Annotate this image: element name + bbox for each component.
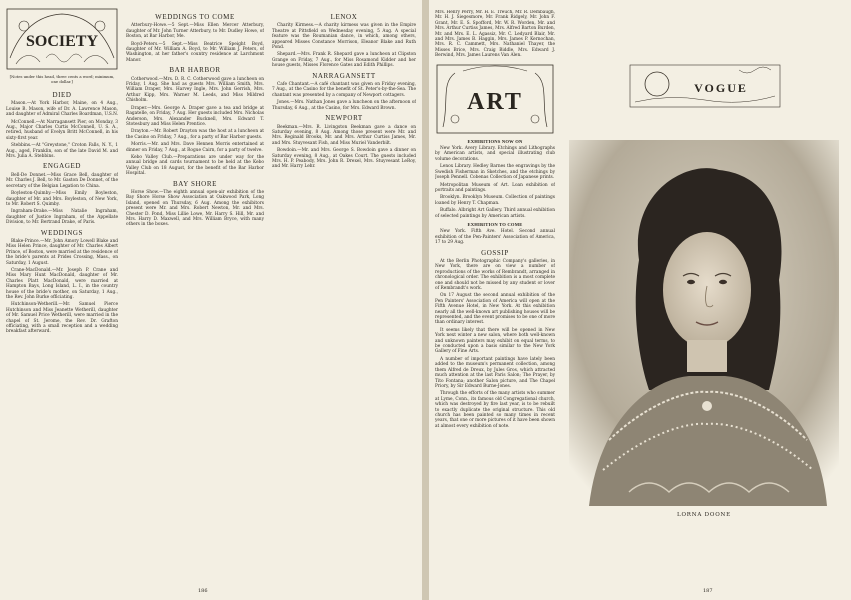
bay-shore-heading: BAY SHORE xyxy=(173,179,217,188)
spread-gutter xyxy=(422,0,429,600)
bar-harbor-entry: Cotherwood.—Mrs. D. R. C. Cotherwood gave a luncheon on Friday, 1 Aug. She had as guests Mrs. William Smith, Mrs. William Draper, Mrs. Harvey Ingle, Mrs. John Gerrish, Mrs. Arthur Kipp, Mrs. Warner M. Leeds, and Miss Mildred Chisholm. xyxy=(126,76,264,104)
weddings-heading: WEDDINGS xyxy=(40,228,84,237)
left-column-2 xyxy=(126,10,264,584)
left-page xyxy=(0,0,422,600)
bar-harbor-entry: Drayton.—Mr. Robert Drayton was the host at a luncheon at the Casino on Friday, 7 Aug., for a party of Bar Harbor guests. xyxy=(126,129,264,140)
exhibition-entry: Lenox Library. Hedley Barnes the engravings by the Swedish Fisherman in Sketches, and the etchings by Joseph Pennell. Cobenas Collection of Japanese prints. xyxy=(435,164,555,181)
exhibition-entry: New York. Avery Library. Etchings and Lithographs by American artists, and special illustrating club volume decorations. xyxy=(435,146,555,162)
art-lettering: ART xyxy=(467,88,523,115)
gossip-paragraph: Through the efforts of the many artists who summer at Lyme, Conn., its famous old Congregational church, which was destroyed by fire last year, is to be rebuilt to exactly duplicate the original structure. This old church has been painted so many times in recent years, that one or more pictures of it have been shown at almost every exhibition of note. xyxy=(435,391,555,429)
bay-shore-entry: Horse Show.—The eighth annual open-air exhibition of the Bay Shore Horse Show Association at Oakwood Park, Long Island, opened on Thursday, 6 Aug. Among the exhibitors present were Mr. and Mrs. Robert Newton, Mr. and Mrs. Chester D. Pond, Miss Lillie Lowe, Mr. Harry S. Hill, Mr. and Mrs. Harry D. Maxwell, and Mrs. William Bryce, with many others in the boxes. xyxy=(126,189,264,228)
engaged-entry: Boyleston-Quimby.—Miss Emily Boyleston, daughter of Mr. and Mrs. Boyleston, of New York, to Mr. Robert S. Quimby. xyxy=(6,191,118,207)
gossip-paragraph: A number of important paintings have lately been added to the museum's permanent collection, among them Alfred de Dreux, by Jules Gros, which attracted much attention at the last Paris Salon; The Prayer, by Tito Fontana; another Salon picture, and The Chapel Priory, by Sir Edward Burne-Jones. xyxy=(435,356,555,389)
gossip-paragraph: On 17 August the second annual exhibition of the Pen Painters' Association of America will open at the Fifth Avenue Hotel, in New York. At this exhibition nearly all the well-known art publishing houses will be represented, and the event promises to be one of more than ordinary interest. xyxy=(435,293,555,326)
bar-harbor-entry: Morris.—Mr. and Mrs. Dave Hennen Morris entertained at dinner on Friday, 7 Aug., at Rogue Cairn, for a party of twelve. xyxy=(126,142,264,153)
society-masthead xyxy=(6,8,118,86)
died-entry: Stebbins.—At "Greystone," Croton Falls, N. Y., 1 Aug., aged, Franklin, son of the late David M. and Mrs. Julia A. Stebbins. xyxy=(6,143,118,160)
newport-entry: Beekman.—Mrs. R. Livingston Beekman gave a dance on Saturday evening, 8 Aug. Among those present were Mr. and Mrs. Reginald Brooks, Mr. and Mrs. Arthur Curtiss James, Mr. and Mrs. Stuyvesant Fish, and Miss Muriel Vanderbilt. xyxy=(272,124,416,146)
art-masthead xyxy=(435,63,555,135)
lenox-entry: Charity Kirmess.—A charity kirmess was given in the Empire Theatre at Pittsfield on Wednesday evening, 5 Aug. A special feature was the Roumanian dance, in which, among others, appeared Misses Constance Morrison, Eleanor Blake and Ruth Pond. xyxy=(272,23,416,51)
lorna-doone-portrait xyxy=(569,140,839,506)
exhibition-entry: Metropolitan Museum of Art. Loan exhibition of portraits and paintings. xyxy=(435,182,555,193)
vogue-masthead xyxy=(629,64,781,108)
right-column-1 xyxy=(435,10,555,584)
bar-harbor-entry: Kebo Valley Club.—Preparations are under way for the annual bridge and cards tournament to be held at the Kebo Valley Club on 18 August, for the benefit of the Bar Harbor Hospital. xyxy=(126,154,264,177)
masthead-caption: [Notes under this head, three cents a word; minimum, one dollar.] xyxy=(9,74,115,84)
weddings-to-come-heading: WEDDINGS TO COME xyxy=(155,13,235,21)
exhibition-entry: Brooklyn. Brooklyn Museum. Collection of paintings loaned by Henry T. Chapman. xyxy=(435,195,555,206)
vogue-masthead-ornament xyxy=(629,64,781,108)
exhibitions-to-come-heading: EXHIBITION TO COME xyxy=(467,221,523,227)
gossip-paragraph: It seems likely that there will be opened in New York next winter a new salon, where both well-known and unknown painters may exhibit on equal terms, to be conducted upon a basis similar to the New York Gallery of Fine Arts. xyxy=(435,327,555,355)
right-page xyxy=(429,0,851,600)
left-column-1 xyxy=(6,88,118,584)
weddings-to-come-entry: Atterbury-Howe.—5 Sept.—Miss Ellen Mercer Atterbury, daughter of Mr. John Turner Atterbury, to Mr. Dudley Howe, of Boston, at Bar Harbor, Me. xyxy=(126,23,264,40)
weddings-to-come-entry: Boyd-Peters.—5 Sept.—Miss Beatrice Speight Boyd, daughter of Mr. William A. Boyd, to Mr. William J. Peters, of Washington, at her father's country residence at Larchmont Manor. xyxy=(126,41,264,63)
lenox-entry: Shepard.—Mrs. Frank R. Shepard gave a luncheon at Clipston Grange on Friday, 7 Aug., for Miss Rosamond Kidder and her house guests, Misses Florence Gates and Edith Phillips. xyxy=(272,52,416,69)
engaged-heading: ENGAGED xyxy=(42,162,82,171)
continued-entry: Mrs. Henry Perry, Mr. H. E. Treuch, Mr. R. Dembaugh, Mr. H. J. Siegesmore, Mr. Frank Ridgely, Mr. John F. Grant, Mr. E. S. Spofford, Mr. W. R. Worden, Mr. and Mrs. Arthur Curtiss James, Mrs. Alfred Barton Burden, Mr. and Mrs. E. L. Agassiz, Mr. C. Ledyard Blair, Mr. and Mrs. James B. Haggin, Mrs. James P. Kernochan, Mrs. R. C. Cammett, Mrs. Nathaniel Thayer, the Misses Brice, Mrs. Craig Biddle, Mrs. Edward J. Berwind, Mrs. James Laurens Van Alen. xyxy=(435,10,555,59)
vogue-lettering: VOGUE xyxy=(694,81,748,95)
newport-heading: NEWPORT xyxy=(325,114,363,123)
exhibition-entry: New York. Fifth Ave. Hotel. Second annual exhibition of the Pen-Painters' Association of America, 17 to 29 Aug. xyxy=(435,229,555,246)
gossip-paragraph: At the Berlin Photographic Company's galleries, in New York, there are on view a number of reproductions of the works of Rembrandt, arranged in chronological order. The exhibition is a most complete one and should not be missed by any student or lover of Rembrandt's work. xyxy=(435,258,555,291)
died-entry: McConnell.—At Narragansett Pier, on Monday, 3 Aug., Major Charles Curtis McConnell, U. S. A., retired, husband of Evelyn Britt McConnell, in his sixty-first year. xyxy=(6,119,118,141)
gossip-heading: GOSSIP xyxy=(481,248,509,257)
narragansett-entry: Jones.—Mrs. Nathan Jones gave a luncheon on the afternoon of Thursday, 6 Aug., at the Casino, for Mrs. Edward Brown. xyxy=(272,100,416,111)
newport-entry: Bowdoin.—Mr. and Mrs. George S. Bowdoin gave a dinner on Saturday evening, 8 Aug., at Oakes Court. The guests included Mrs. H. P. Peabody, Mrs. John R. Drexel, Mrs. Stuyvesant LeRoy, and Mr. Harry Lehr. xyxy=(272,148,416,170)
engaged-entry: Ingraham-Drake.—Miss Natalie Ingraham, daughter of Justice Ingraham, of the Appellate Division, to Mr. Bertrand Drake, of Paris. xyxy=(6,209,118,226)
weddings-entry: Blake-Prince.—Mr. John Amory Lowell Blake and Miss Helen Prince, daughter of Mr. Charles Albert Prince, of Boston, were married at the residence of the bride's parents at Prides Crossing, Mass., on Saturday, 1 August. xyxy=(6,238,118,266)
narragansett-entry: Cafe Chantant.—A café chantant was given on Friday evening, 7 Aug., at the Casino for the benefit of St. Peter's-by-the-Sea. The chantant was presented by a company of Newport cottagers. xyxy=(272,82,416,98)
portrait-caption: LORNA DOONE xyxy=(677,512,731,518)
society-masthead-ornament xyxy=(6,8,118,70)
engaged-entry: Bell-De Donnet.—Miss Grace Bell, daughter of Mr. Charles J. Bell, to Mr. Gaston De Donnet, of the secretary of the Belgian Legation to China. xyxy=(6,172,118,189)
narragansett-heading: NARRAGANSETT xyxy=(312,71,376,80)
bar-harbor-heading: BAR HARBOR xyxy=(169,66,221,75)
lenox-heading: LENOX xyxy=(330,13,358,21)
exhibitions-now-heading: EXHIBITIONS NOW ON xyxy=(467,138,523,144)
left-column-3 xyxy=(272,10,416,584)
weddings-entry: Crane-MacDonald.—Mr. Joseph P. Crane and Miss Mary Hunt MacDonald, daughter of Mr. Charles Platt MacDonald, were married at Hampton Bays, Long Island, L. I., in the country house of the bride's mother, on Saturday, 1 Aug., the Rev. John Burke officiating. xyxy=(6,267,118,300)
bar-harbor-entry: Draper.—Mrs. George A. Draper gave a tea and bridge at Ragatelle, on Friday, 7 Aug. Her guests included Mrs. Nicholas Anderson, Mrs. Alexander Bucknell, Mrs. Edward T. Stotesbury and Miss Helen Prentice. xyxy=(126,105,264,127)
page-number-left: 186 xyxy=(198,588,208,594)
art-masthead-ornament xyxy=(435,63,555,135)
exhibition-entry: Buffalo. Albright Art Gallery. Third annual exhibition of selected paintings by American artists. xyxy=(435,208,555,219)
weddings-entry: Hutchinson-Wetherill.—Mr. Samuel Pierce Hutchinson and Miss Jeanette Wetherill, daughter of Mr. Samuel Price Wetherill, were married in the chapel of St. Jerome, the Rev. Dr. Grafton officiating, with a small reception and a wedding breakfast afterward. xyxy=(6,302,118,335)
died-entry: Mason.—At York Harbor, Maine, on 4 Aug., Louise B. Mason, wife of Dr. A. Lawrence Mason, and daughter of Admiral Charles Boardman, U.S.N. xyxy=(6,101,118,118)
society-lettering: SOCIETY xyxy=(25,33,99,50)
died-heading: DIED xyxy=(52,91,72,99)
portrait-illustration xyxy=(569,140,839,506)
page-number-right: 187 xyxy=(703,588,713,594)
